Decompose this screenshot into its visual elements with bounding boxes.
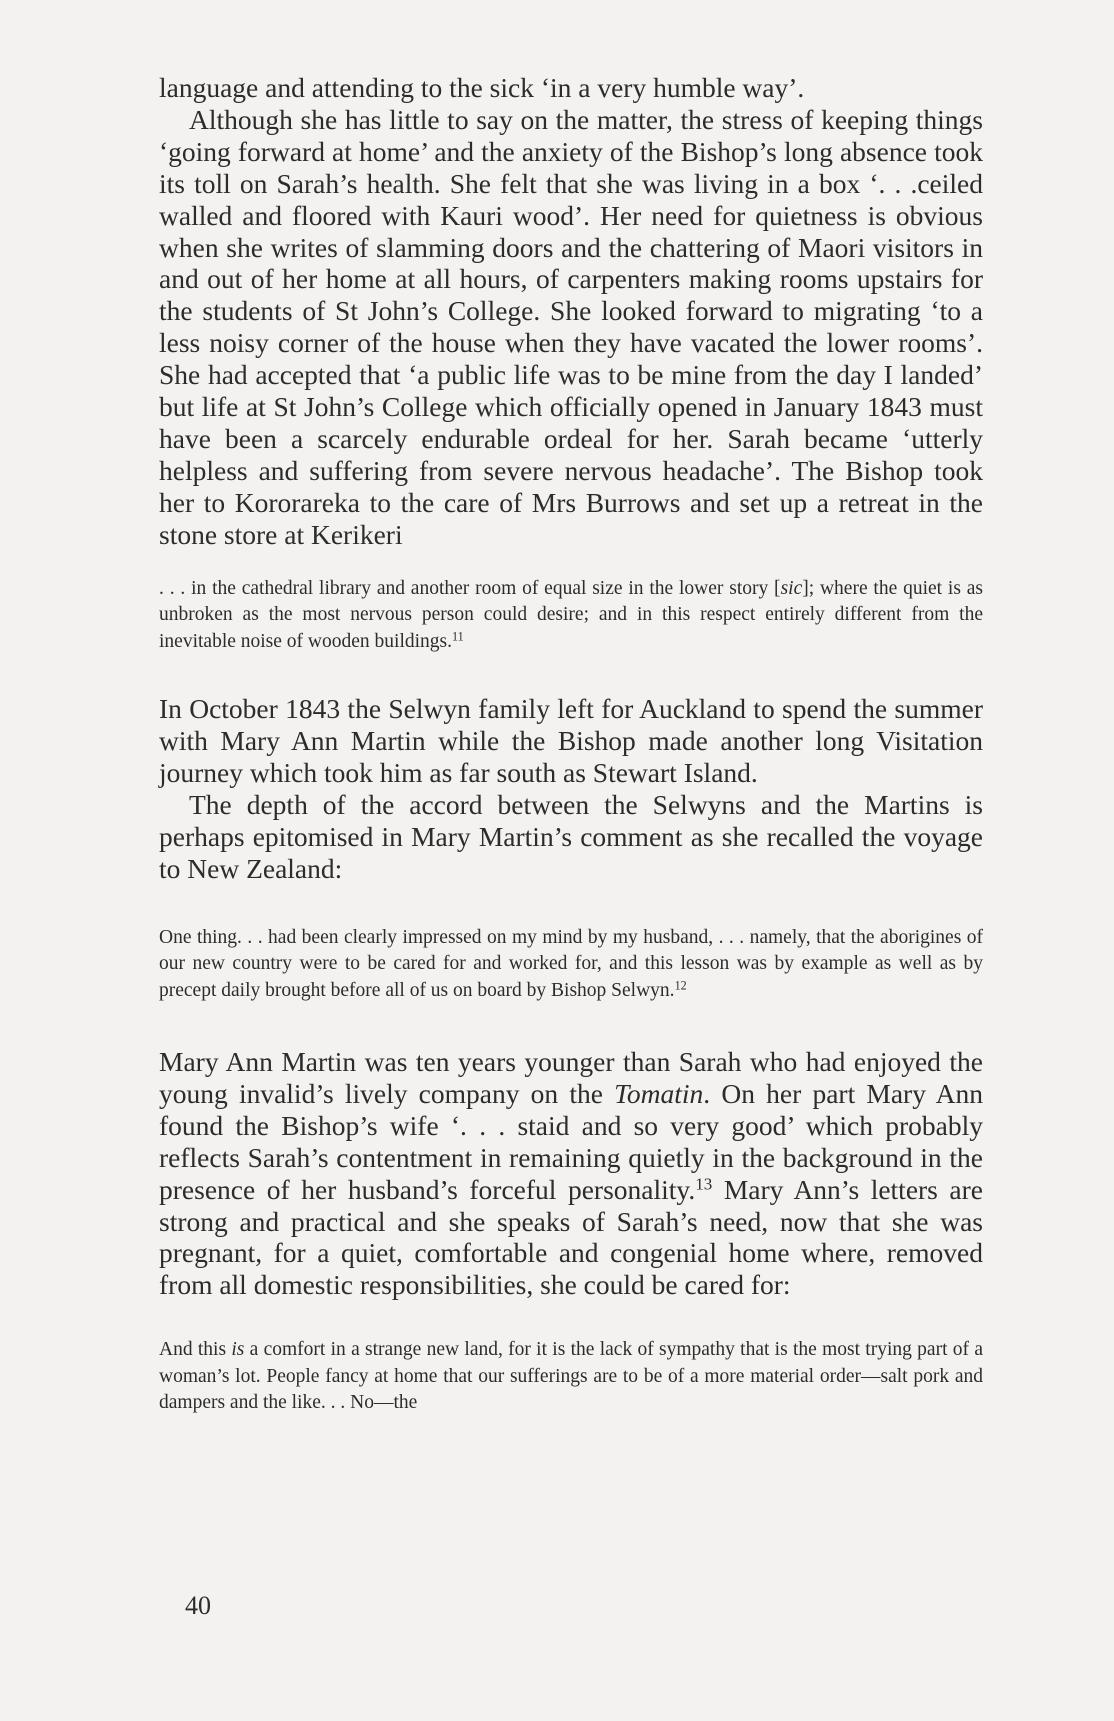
- page-number: 40: [185, 1591, 211, 1620]
- block-quote-1: . . . in the cathedral library and another room of equal size in the lower story [sic]; where the quiet is as unbroken as the most nervous person could desire; and in this respect entirely different from the inevitable noise of wooden buildings.$^{11}$: [159, 577, 983, 652]
- footnote-ref-11: 11: [452, 628, 464, 643]
- paragraph-4: The depth of the accord between the Selwyns and the Martins is perhaps epitomised in Mary Martin’s comment as she recalled the voyage to New Zealand:: [159, 788, 983, 884]
- paragraph-1: language and attending to the sick ‘in a very humble way’.: [159, 72, 805, 103]
- paragraph-5: Mary Ann Martin was ten years younger than Sarah who had enjoyed the young invalid’s lively company on the Tomatin. On her part Mary Ann found the Bishop’s wife ‘. . . staid and so very good’ which probably reflects Sarah’s contentment in remaining quietly in the background in the presence of her husband’s forceful personality.$^{13}$ Mary Ann’s letters are strong and practical and she speaks of Sarah’s need, now that she was pregnant, for a quiet, comfortable and congenial home where, removed from all domestic responsibilities, she could be cared for:: [159, 1046, 984, 1301]
- footnote-ref-12: 12: [674, 977, 687, 992]
- italic-sic: sic: [780, 577, 803, 599]
- italic-is: is: [231, 1339, 245, 1361]
- footnote-ref-13: 13: [695, 1174, 713, 1194]
- italic-ship-name: Tomatin: [614, 1077, 704, 1109]
- paragraph-2: Although she has little to say on the matter, the stress of keeping things ‘going forward at home’ and the anxiety of the Bishop’s long absence took its toll on Sarah’s health. She felt that she was living in a box ‘. . .ceiled walled and floored with Kauri wood’. Her need for quietness is obvious when she writes of slamming doors and the chattering of Maori visitors in and out of her home at all hours, of carpenters making rooms upstairs for the students of St John’s College. She looked forward to migrating ‘to a less noisy corner of the house when they have vacated the lower rooms’. She had accepted that ‘a public life was to be mine from the day I landed’ but life at St John’s College which officially opened in January 1843 must have been a scarcely endurable ordeal for her. Sarah became ‘utterly helpless and suffering from severe nervous headache’. The Bishop took her to Kororareka to the care of Mrs Burrows and set up a retreat in the stone store at Kerikeri: [159, 103, 983, 550]
- block-quote-2: One thing. . . had been clearly impressed on my mind by my husband, . . . namely, that the aborigines of our new country were to be cared for and worked for, and this lesson was by example as well as by precept daily brought before all of us on board by Bishop Selwyn.$^{12}$: [159, 926, 983, 1001]
- paragraph-3: In October 1843 the Selwyn family left for Auckland to spend the summer with Mary Ann Martin while the Bishop made another long Visitation journey which took him as far south as Stewart Island.: [159, 693, 983, 788]
- block-quote-3: And this is a comfort in a strange new land, for it is the lack of sympathy that is the most trying part of a woman’s lot. People fancy at home that our sufferings are to be of a more material order—salt pork and dampers and the like. . . No—the: [159, 1339, 983, 1414]
- page-body: [159, 72, 983, 1417]
